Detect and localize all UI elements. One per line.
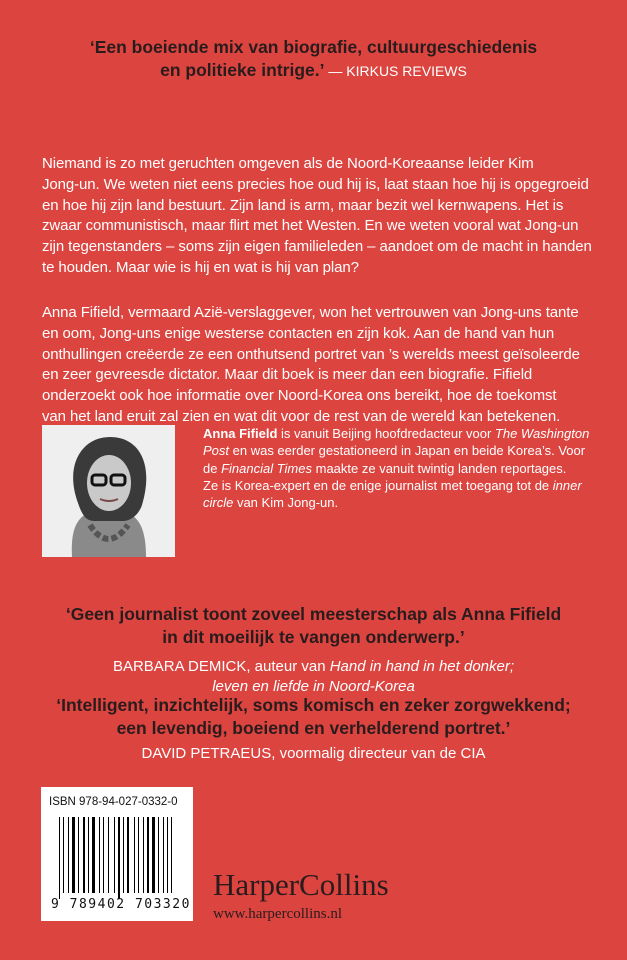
- barcode-bar: [134, 817, 135, 893]
- barcode-bar: [63, 817, 64, 893]
- quote-line: ‘Intelligent, inzichtelijk, soms komisch en zeker zorgwekkend;: [56, 695, 571, 715]
- quote-line: ‘Geen journalist toont zoveel meesterschap als Anna Fifield: [65, 604, 562, 624]
- barcode-bar: [114, 817, 115, 893]
- quote-attribution-petraeus: DAVID PETRAEUS, voormalig directeur van de CIA: [141, 745, 486, 762]
- barcode-bar: [138, 817, 139, 893]
- text-line: onthullingen creëerde ze een onthutsend portret van ’s werelds meest geïsoleerde: [42, 345, 580, 363]
- bio-text: Anna Fifield: [203, 426, 278, 441]
- barcode-bar: [72, 817, 75, 893]
- barcode-bar: [147, 817, 149, 893]
- text-line: Niemand is zo met geruchten omgeven als de Noord-Koreaanse leider Kim: [42, 155, 534, 172]
- barcode-bar: [88, 817, 89, 893]
- quote-line-with-source: [20, 59, 607, 83]
- quote-line: en politieke intrige.’: [160, 60, 325, 80]
- barcode-bar: [123, 817, 124, 893]
- barcode-bar: [83, 817, 85, 893]
- barcode-digits: 9 789402 703320: [51, 897, 191, 912]
- author-photo: [42, 425, 175, 557]
- quote-line: in dit moeilijk te vangen onderwerp.’: [162, 627, 465, 647]
- text-line: Jong-un. We weten niet eens precies hoe oud hij is, laat staan hoe hij is opgegroeid: [42, 175, 589, 193]
- barcode-bar: [171, 817, 172, 893]
- barcode-bar: [59, 817, 60, 899]
- barcode-bar: [163, 817, 164, 893]
- barcode-bar: [103, 817, 104, 893]
- publisher-logo: HarperCollins: [213, 867, 389, 902]
- barcode-bar: [108, 817, 109, 893]
- publisher-url[interactable]: www.harpercollins.nl: [213, 906, 342, 922]
- bio-text: Financial Times: [221, 460, 312, 476]
- barcode-bar: [152, 817, 155, 893]
- bio-text: is vanuit Beijing hoofdredacteur voor: [277, 426, 495, 441]
- text-line: en oom, Jong-uns enige westerse contacten en zijn kok. Aan de hand van hun: [42, 324, 555, 342]
- review-source: — KIRKUS REVIEWS: [324, 63, 467, 79]
- barcode-box: [41, 787, 193, 921]
- bio-text: inner: [552, 477, 582, 493]
- quote-attribution-demick: [20, 657, 607, 697]
- bio-text: maakte ze vanuit twintig landen reportages.: [312, 460, 567, 476]
- bio-text: en was eerder gestationeerd in Japan en beide Korea’s. Voor: [229, 443, 586, 459]
- barcode-bar: [127, 817, 129, 893]
- bio-line: [203, 442, 598, 459]
- bio-text: Ze is Korea-expert en de enige journalist met toegang tot de: [203, 477, 553, 493]
- author-bio: [203, 425, 598, 511]
- barcode-bar: [92, 817, 95, 893]
- attribution-name: BARBARA DEMICK, auteur van: [112, 658, 330, 675]
- bio-line: [203, 425, 598, 442]
- barcode-bar: [158, 817, 159, 893]
- quote-line: een levendig, boeiend en verhelderend portret.’: [116, 718, 511, 738]
- top-review-quote: [20, 36, 607, 83]
- review-quote-petraeus: [20, 694, 607, 740]
- text-line: zijn tegenstanders – soms zijn eigen familieleden – aandoet om de macht in handen: [42, 238, 592, 256]
- text-line: Anna Fifield, vermaard Azië-verslaggever, won het vertrouwen van Jong-uns tante: [42, 304, 579, 321]
- barcode-bar: [99, 817, 100, 893]
- barcode-bar: [68, 817, 69, 893]
- review-quote-demick: [20, 603, 607, 649]
- barcode-bar: [143, 817, 144, 893]
- barcode-icon: [59, 817, 177, 899]
- book-title: Hand in hand in het donker;: [329, 658, 515, 675]
- text-line: en zeer gevreesde dictator. Maar dit boek is meer dan een biografie. Fifield: [42, 366, 533, 384]
- barcode-bar: [167, 817, 168, 893]
- bio-line: [203, 460, 598, 477]
- isbn-label: ISBN 978-94-027-0332-0: [49, 796, 178, 808]
- bio-text: de: [203, 460, 222, 476]
- book-title: leven en liefde in Noord-Korea: [212, 678, 415, 695]
- bio-line: [203, 494, 598, 511]
- barcode-bar: [78, 817, 79, 893]
- text-line: te houden. Maar wie is hij en wat is hij van plan?: [42, 258, 359, 276]
- text-line: onderzoekt ook hoe informatie over Noord-Korea ons bereikt, hoe de toekomst: [42, 387, 557, 405]
- text-line: en hoe hij zijn land bestuurt. Zijn land is arm, maar bezit wel kernwapens. Het is: [42, 196, 564, 214]
- bio-text: circle: [203, 495, 234, 511]
- blurb-paragraph-1: [42, 154, 602, 279]
- bio-line: [203, 477, 598, 494]
- barcode-bar: [118, 817, 120, 899]
- blurb-paragraph-2: [42, 303, 602, 428]
- bio-text: Post: [203, 443, 230, 459]
- quote-line: ‘Een boeiende mix van biografie, cultuurgeschiedenis: [89, 37, 538, 57]
- bio-text: van Kim Jong-un.: [233, 495, 339, 511]
- text-line: zwaar communistisch, maar flirt met het Westen. En we weten vooral wat Jong-un: [42, 217, 579, 235]
- text-line: van het land eruit zal zien en wat dit voor de rest van de wereld kan betekenen.: [42, 407, 561, 425]
- bio-text: The Washington: [494, 426, 590, 441]
